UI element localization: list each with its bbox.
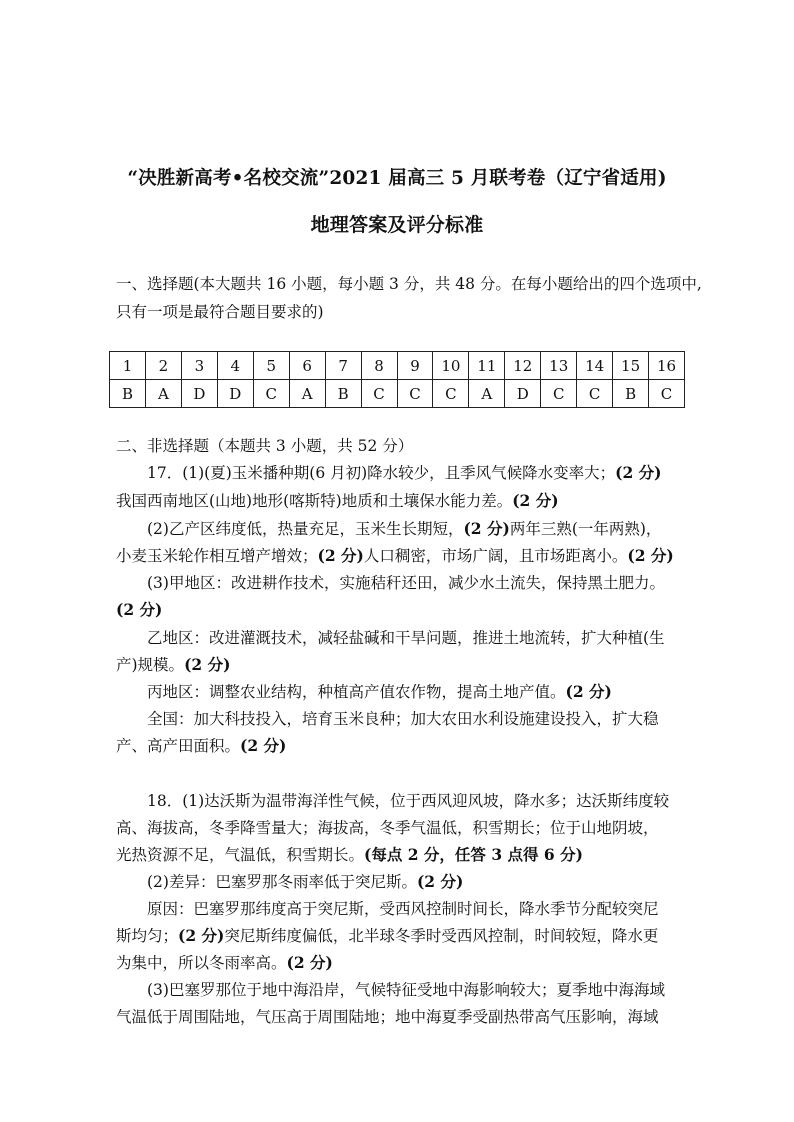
q18-line-5: 原因：巴塞罗那纬度高于突尼斯，受西风控制时间长，降水季节分配较突尼 bbox=[147, 900, 659, 918]
answer-key-cell: C bbox=[397, 380, 433, 408]
question-number-cell: 7 bbox=[325, 352, 361, 380]
text: 为集中，所以冬雨率高。 bbox=[116, 954, 287, 972]
question-number-cell: 3 bbox=[181, 352, 217, 380]
score-mark: (2 分) bbox=[286, 953, 333, 972]
q17-line-4 bbox=[116, 546, 686, 566]
question-number-cell: 16 bbox=[649, 352, 685, 380]
answer-table bbox=[109, 351, 685, 408]
score-mark: (2 分) bbox=[615, 463, 662, 482]
q18-line-1: 18．(1)达沃斯为温带海洋性气候，位于西风迎风坡，降水多；达沃斯纬度较 bbox=[147, 792, 670, 810]
answer-key-cell: A bbox=[289, 380, 325, 408]
answer-key-cell: D bbox=[505, 380, 541, 408]
text: 丙地区：调整农业结构，种植高产值农作物，提高土地产值。 bbox=[147, 683, 566, 701]
question-number-cell: 13 bbox=[541, 352, 577, 380]
q17-line-3 bbox=[147, 519, 687, 539]
q17-line-10: 全国：加大科技投入，培育玉米良种；加大农田水利设施建设投入，扩大稳 bbox=[147, 710, 659, 728]
answer-key-cell: B bbox=[325, 380, 361, 408]
text: 17．(1)(夏)玉米播种期(6 月初)降水较少，且季风气候降水变率大； bbox=[147, 464, 616, 482]
text: 我国西南地区(山地)地形(喀斯特)地质和土壤保水能力差。 bbox=[116, 492, 513, 510]
question-number-cell: 10 bbox=[433, 352, 469, 380]
q17-line-2 bbox=[116, 491, 686, 511]
answer-key-cell: C bbox=[577, 380, 613, 408]
question-number-cell: 11 bbox=[469, 352, 505, 380]
text: 小麦玉米轮作相互增产增效； bbox=[116, 547, 318, 565]
text: 两年三熟(一年两熟)， bbox=[509, 520, 662, 538]
answer-key-cell: B bbox=[110, 380, 146, 408]
answer-key-cell: C bbox=[433, 380, 469, 408]
answer-key-cell: D bbox=[217, 380, 253, 408]
q17-line-7: 乙地区：改进灌溉技术，减轻盐碱和干旱问题，推进土地流转，扩大种植(生 bbox=[147, 629, 665, 647]
question-number-cell: 5 bbox=[253, 352, 289, 380]
answer-key-cell: C bbox=[253, 380, 289, 408]
q18-line-6 bbox=[116, 926, 686, 946]
exam-title: “决胜新高考•名校交流”2021 届高三 5 月联考卷（辽宁省适用) bbox=[127, 168, 667, 189]
question-number-cell: 15 bbox=[613, 352, 649, 380]
answer-key-cell: C bbox=[649, 380, 685, 408]
q18-line-9: 气温低于周围陆地，气压高于周围陆地；地中海夏季受副热带高气压影响，海域 bbox=[116, 1008, 659, 1026]
score-mark: (2 分) bbox=[463, 519, 510, 538]
question-number-cell: 4 bbox=[217, 352, 253, 380]
section2-heading: 二、非选择题（本题共 3 小题，共 52 分） bbox=[116, 437, 414, 455]
text: 产、高产田面积。 bbox=[116, 737, 241, 755]
question-number-cell: 14 bbox=[577, 352, 613, 380]
section1-heading-cont: 只有一项是最符合题目要求的) bbox=[116, 303, 324, 321]
answer-key-cell: D bbox=[181, 380, 217, 408]
question-number-cell: 2 bbox=[145, 352, 181, 380]
q17-line-11 bbox=[116, 736, 686, 756]
score-mark: (2 分) bbox=[116, 600, 163, 619]
score-mark: (2 分) bbox=[512, 491, 559, 510]
q18-line-2: 高、海拔高，冬季降雪量大；海拔高，冬季气温低，积雪期长；位于山地阴坡， bbox=[116, 819, 659, 837]
q17-line-9 bbox=[147, 682, 687, 702]
text: 突尼斯纬度偏低，北半球冬季时受西风控制，时间较短，降水更 bbox=[224, 927, 659, 945]
q17-line-5: (3)甲地区：改进耕作技术，实施秸秆还田，减少水土流失，保持黑土肥力。 bbox=[147, 574, 665, 592]
score-mark: (2 分) bbox=[565, 682, 612, 701]
text: 光热资源不足，气温低，积雪期长。 bbox=[116, 846, 365, 864]
text: 斯均匀； bbox=[116, 927, 179, 945]
question-number-cell: 9 bbox=[397, 352, 433, 380]
answer-key-cell: C bbox=[361, 380, 397, 408]
q17-line-8 bbox=[116, 655, 686, 675]
q17-line-6 bbox=[116, 600, 686, 620]
exam-subtitle: 地理答案及评分标准 bbox=[310, 214, 484, 236]
text: (2)乙产区纬度低，热量充足，玉米生长期短， bbox=[147, 520, 464, 538]
q17-line-1 bbox=[147, 463, 687, 483]
question-number-cell: 6 bbox=[289, 352, 325, 380]
text: 人口稠密，市场广阔，且市场距离小。 bbox=[363, 547, 628, 565]
text: 产)规模。 bbox=[116, 656, 185, 674]
text: (2)差异：巴塞罗那冬雨率低于突尼斯。 bbox=[147, 873, 417, 891]
score-mark: (2 分) bbox=[178, 926, 225, 945]
question-number-cell: 8 bbox=[361, 352, 397, 380]
answer-table-keys-row bbox=[110, 380, 685, 408]
question-number-cell: 1 bbox=[110, 352, 146, 380]
score-mark: (2 分) bbox=[627, 546, 674, 565]
q18-line-4 bbox=[147, 872, 687, 892]
answer-key-cell: A bbox=[145, 380, 181, 408]
q18-line-8: (3)巴塞罗那位于地中海沿岸，气候特征受地中海影响较大；夏季地中海海域 bbox=[147, 981, 665, 999]
q18-line-7 bbox=[116, 953, 686, 973]
answer-key-cell: C bbox=[541, 380, 577, 408]
answer-table-numbers-row bbox=[110, 352, 685, 380]
q18-line-3 bbox=[116, 845, 686, 865]
score-note: (每点 2 分，任答 3 点得 6 分) bbox=[364, 845, 583, 864]
question-number-cell: 12 bbox=[505, 352, 541, 380]
section1-heading: 一、选择题(本大题共 16 小题，每小题 3 分，共 48 分。在每小题给出的四个选项中, bbox=[116, 275, 702, 293]
score-mark: (2 分) bbox=[317, 546, 364, 565]
score-mark: (2 分) bbox=[416, 872, 464, 891]
score-mark: (2 分) bbox=[240, 736, 287, 755]
answer-key-cell: B bbox=[613, 380, 649, 408]
answer-key-cell: A bbox=[469, 380, 505, 408]
score-mark: (2 分) bbox=[184, 655, 231, 674]
